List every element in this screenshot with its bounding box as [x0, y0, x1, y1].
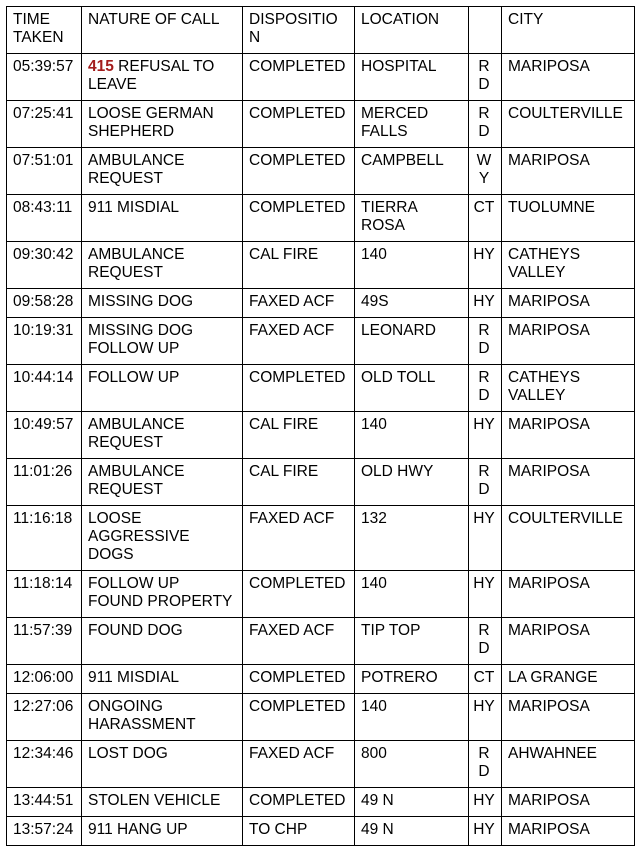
header-street-type — [469, 7, 502, 54]
cell-nature-of-call — [82, 571, 243, 618]
cell-nature-of-call — [82, 101, 243, 148]
cell-location: 140 — [355, 242, 469, 289]
cell-nature-of-call — [82, 148, 243, 195]
nature-text: 911 MISDIAL — [88, 669, 180, 686]
table-row — [7, 101, 635, 148]
table-row — [7, 195, 635, 242]
call-log-table — [6, 6, 635, 846]
header-disposition: DISPOSITION — [243, 7, 355, 54]
cell-nature-of-call — [82, 412, 243, 459]
table-row — [7, 289, 635, 318]
header-location: LOCATION — [355, 7, 469, 54]
cell-disposition: COMPLETED — [243, 101, 355, 148]
cell-street-type: RD — [469, 741, 502, 788]
cell-location: HOSPITAL — [355, 54, 469, 101]
cell-disposition: FAXED ACF — [243, 741, 355, 788]
nature-text: LOST DOG — [88, 745, 168, 762]
cell-location: 140 — [355, 412, 469, 459]
table-row — [7, 694, 635, 741]
cell-city: MARIPOSA — [502, 571, 635, 618]
table-row — [7, 318, 635, 365]
cell-nature-of-call — [82, 289, 243, 318]
cell-disposition: COMPLETED — [243, 148, 355, 195]
nature-text: REFUSAL TO LEAVE — [88, 58, 215, 93]
header-nature-of-call: NATURE OF CALL — [82, 7, 243, 54]
cell-location: TIERRA ROSA — [355, 195, 469, 242]
cell-city: AHWAHNEE — [502, 741, 635, 788]
table-row — [7, 365, 635, 412]
table-row — [7, 665, 635, 694]
cell-nature-of-call — [82, 506, 243, 571]
cell-time-taken: 12:27:06 — [7, 694, 82, 741]
cell-disposition: COMPLETED — [243, 665, 355, 694]
cell-nature-of-call — [82, 788, 243, 817]
cell-time-taken: 12:34:46 — [7, 741, 82, 788]
nature-text: AMBULANCE REQUEST — [88, 246, 185, 281]
cell-disposition: COMPLETED — [243, 365, 355, 412]
cell-street-type: HY — [469, 242, 502, 289]
cell-street-type: HY — [469, 506, 502, 571]
table-row — [7, 54, 635, 101]
cell-nature-of-call — [82, 318, 243, 365]
cell-time-taken: 11:16:18 — [7, 506, 82, 571]
cell-location: POTRERO — [355, 665, 469, 694]
table-row — [7, 459, 635, 506]
table-row — [7, 412, 635, 459]
header-time-taken: TIME TAKEN — [7, 7, 82, 54]
cell-street-type: RD — [469, 318, 502, 365]
cell-street-type: CT — [469, 195, 502, 242]
cell-disposition: COMPLETED — [243, 54, 355, 101]
cell-time-taken: 10:44:14 — [7, 365, 82, 412]
cell-street-type: CT — [469, 665, 502, 694]
cell-street-type: RD — [469, 365, 502, 412]
cell-time-taken: 07:51:01 — [7, 148, 82, 195]
table-row — [7, 242, 635, 289]
cell-street-type: RD — [469, 101, 502, 148]
cell-disposition: COMPLETED — [243, 788, 355, 817]
nature-text: AMBULANCE REQUEST — [88, 416, 185, 451]
cell-location: 49 N — [355, 788, 469, 817]
nature-text: MISSING DOG FOLLOW UP — [88, 322, 194, 357]
nature-text: FOLLOW UP — [88, 369, 180, 386]
header-row — [7, 7, 635, 54]
cell-location: 132 — [355, 506, 469, 571]
cell-street-type: WY — [469, 148, 502, 195]
cell-location: OLD TOLL — [355, 365, 469, 412]
cell-nature-of-call — [82, 665, 243, 694]
cell-city: MARIPOSA — [502, 817, 635, 846]
nature-text: LOOSE GERMAN SHEPHERD — [88, 105, 214, 140]
cell-nature-of-call — [82, 195, 243, 242]
cell-nature-of-call — [82, 817, 243, 846]
cell-city: MARIPOSA — [502, 459, 635, 506]
cell-street-type: HY — [469, 289, 502, 318]
cell-time-taken: 05:39:57 — [7, 54, 82, 101]
header-city: CITY — [502, 7, 635, 54]
cell-city: MARIPOSA — [502, 618, 635, 665]
cell-city: MARIPOSA — [502, 694, 635, 741]
cell-location: 140 — [355, 571, 469, 618]
nature-text: MISSING DOG — [88, 293, 194, 310]
cell-city: MARIPOSA — [502, 289, 635, 318]
cell-city: TUOLUMNE — [502, 195, 635, 242]
cell-disposition: CAL FIRE — [243, 459, 355, 506]
cell-time-taken: 10:49:57 — [7, 412, 82, 459]
table-row — [7, 741, 635, 788]
table-row — [7, 571, 635, 618]
cell-disposition: FAXED ACF — [243, 506, 355, 571]
cell-time-taken: 08:43:11 — [7, 195, 82, 242]
cell-location: TIP TOP — [355, 618, 469, 665]
cell-location: 49 N — [355, 817, 469, 846]
cell-city: COULTERVILLE — [502, 506, 635, 571]
cell-nature-of-call — [82, 618, 243, 665]
cell-disposition: FAXED ACF — [243, 618, 355, 665]
cell-disposition: COMPLETED — [243, 694, 355, 741]
cell-time-taken: 12:06:00 — [7, 665, 82, 694]
cell-street-type: HY — [469, 412, 502, 459]
cell-city: CATHEYS VALLEY — [502, 365, 635, 412]
cell-location: OLD HWY — [355, 459, 469, 506]
cell-nature-of-call — [82, 365, 243, 412]
cell-time-taken: 11:18:14 — [7, 571, 82, 618]
cell-time-taken: 07:25:41 — [7, 101, 82, 148]
cell-nature-of-call — [82, 694, 243, 741]
cell-location: 140 — [355, 694, 469, 741]
nature-text: AMBULANCE REQUEST — [88, 152, 185, 187]
cell-location: CAMPBELL — [355, 148, 469, 195]
cell-time-taken: 13:57:24 — [7, 817, 82, 846]
cell-time-taken: 09:58:28 — [7, 289, 82, 318]
cell-street-type: RD — [469, 618, 502, 665]
cell-city: MARIPOSA — [502, 148, 635, 195]
cell-location: 800 — [355, 741, 469, 788]
call-code: 415 — [88, 58, 114, 75]
cell-street-type: HY — [469, 817, 502, 846]
cell-disposition: CAL FIRE — [243, 242, 355, 289]
cell-time-taken: 11:57:39 — [7, 618, 82, 665]
table-row — [7, 817, 635, 846]
cell-city: MARIPOSA — [502, 318, 635, 365]
cell-disposition: TO CHP — [243, 817, 355, 846]
cell-time-taken: 13:44:51 — [7, 788, 82, 817]
nature-text: STOLEN VEHICLE — [88, 792, 221, 809]
cell-street-type: RD — [469, 54, 502, 101]
cell-disposition: FAXED ACF — [243, 289, 355, 318]
cell-city: MARIPOSA — [502, 788, 635, 817]
cell-disposition: FAXED ACF — [243, 318, 355, 365]
cell-city: LA GRANGE — [502, 665, 635, 694]
cell-city: COULTERVILLE — [502, 101, 635, 148]
nature-text: FOUND DOG — [88, 622, 183, 639]
cell-nature-of-call — [82, 459, 243, 506]
nature-text: AMBULANCE REQUEST — [88, 463, 185, 498]
cell-time-taken: 11:01:26 — [7, 459, 82, 506]
table-row — [7, 148, 635, 195]
nature-text: 911 HANG UP — [88, 821, 188, 838]
cell-location: 49S — [355, 289, 469, 318]
cell-time-taken: 10:19:31 — [7, 318, 82, 365]
cell-nature-of-call — [82, 54, 243, 101]
cell-street-type: HY — [469, 694, 502, 741]
cell-city: MARIPOSA — [502, 412, 635, 459]
nature-text: LOOSE AGGRESSIVE DOGS — [88, 510, 190, 563]
cell-street-type: RD — [469, 459, 502, 506]
cell-street-type: HY — [469, 788, 502, 817]
cell-nature-of-call — [82, 741, 243, 788]
cell-time-taken: 09:30:42 — [7, 242, 82, 289]
cell-city: MARIPOSA — [502, 54, 635, 101]
cell-disposition: COMPLETED — [243, 195, 355, 242]
cell-disposition: COMPLETED — [243, 571, 355, 618]
nature-text: ONGOING HARASSMENT — [88, 698, 196, 733]
table-row — [7, 506, 635, 571]
cell-location: LEONARD — [355, 318, 469, 365]
cell-disposition: CAL FIRE — [243, 412, 355, 459]
table-row — [7, 618, 635, 665]
nature-text: FOLLOW UP FOUND PROPERTY — [88, 575, 233, 610]
nature-text: 911 MISDIAL — [88, 199, 180, 216]
cell-location: MERCED FALLS — [355, 101, 469, 148]
cell-city: CATHEYS VALLEY — [502, 242, 635, 289]
cell-street-type: HY — [469, 571, 502, 618]
table-row — [7, 788, 635, 817]
cell-nature-of-call — [82, 242, 243, 289]
